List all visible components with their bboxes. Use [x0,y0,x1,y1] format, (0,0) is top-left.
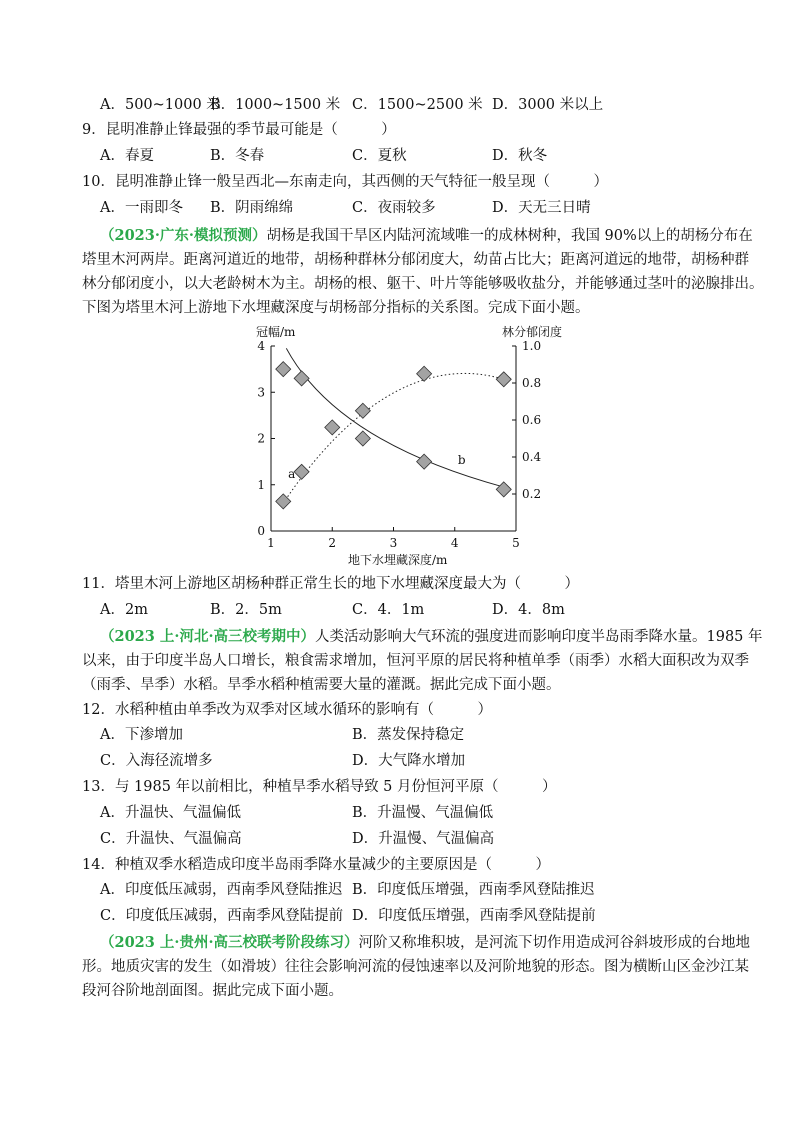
y2-tick-label: 0.2 [522,487,542,501]
y-tick-label: 1 [257,477,265,492]
x-tick-label: 4 [450,536,459,550]
x-tick-label: 1 [267,536,275,550]
passage1-line1 [100,226,753,246]
passage1-line2: 塔里木河两岸。距离河道近的地带，胡杨种群林分郁闭度大，幼苗占比大；距离河道远的地带，胡杨种群 [82,252,749,268]
passage1-line4: 下图为塔里木河上游地下水埋藏深度与胡杨部分指标的关系图。完成下面小题。 [82,300,590,316]
q11-option-b: B．2．5m [210,602,282,618]
y2-tick-label: 1.0 [522,339,542,353]
curve-b [286,348,503,487]
y2-tick-label: 0.8 [522,376,542,390]
series-a-label: a [288,466,296,481]
q11-stem: 11．塔里木河上游地区胡杨种群正常生长的地下水埋藏深度最大为（ ） [82,576,579,592]
passage1-text: 胡杨是我国干旱区内陆河流域唯一的成林树种，我国 90%以上的胡杨分布在 [266,228,753,244]
series-b-point [294,371,309,386]
q13-option-a: A．升温快、气温偏低 [100,805,241,821]
curve-a [283,373,504,503]
groundwater-chart [240,322,580,570]
q9-option-c: C．夏秋 [352,148,407,164]
q13-option-b: B．升温慢、气温偏低 [352,805,494,821]
q11-option-d: D．4．8m [492,602,565,618]
series-a-point [417,366,432,381]
y-tick-label: 4 [257,339,265,353]
q8-option-d: D．3000 米以上 [492,97,604,113]
q10-option-a: A．一雨即冬 [100,200,183,216]
passage2-line2: 以来，由于印度半岛人口增长，粮食需求增加，恒河平原的居民将种植单季（雨季）水稻大面积改为双季 [82,653,749,669]
passage1-line3: 林分郁闭度小，以大老龄树木为主。胡杨的根、躯干、叶片等能够吸收盐分，并能够通过茎叶的泌腺排出。 [82,276,764,292]
q9-option-b: B．冬春 [210,148,265,164]
passage3-text: 河阶又称堆积坡，是河流下切作用造成河谷斜坡形成的台地地 [358,935,750,951]
y2-axis-label: 林分郁闭度 [502,325,563,339]
q9-option-a: A．春夏 [100,148,154,164]
passage3-source: （2023 上·贵州·高三校联考阶段练习） [100,934,359,951]
q13-option-d: D．升温慢、气温偏高 [352,831,495,847]
q12-option-b: B．蒸发保持稳定 [352,727,465,743]
q10-option-c: C．夜雨较多 [352,200,436,216]
q12-option-c: C．入海径流增多 [100,753,213,769]
series-b-point [355,431,370,446]
q14-option-c: C．印度低压减弱，西南季风登陆提前 [100,908,344,924]
q8-option-c: C．1500~2500 米 [352,97,483,113]
x-tick-label: 5 [512,536,520,550]
series-a-point [355,403,370,418]
q10-option-d: D．天无三日晴 [492,200,591,216]
x-tick-label: 3 [389,536,398,550]
q10-option-b: B．阴雨绵绵 [210,200,294,216]
y-tick-label: 0 [257,524,265,538]
q13-stem: 13．与 1985 年以前相比，种植旱季水稻导致 5 月份恒河平原（ ） [82,779,557,795]
q14-option-b: B．印度低压增强，西南季风登陆推迟 [352,882,595,898]
series-a-point [325,420,340,435]
y2-tick-label: 0.4 [522,450,542,464]
series-a-point [496,372,511,387]
chart-curves [283,348,504,503]
y-tick-label: 2 [257,431,265,446]
passage2-line1 [100,627,763,647]
y2-tick-label: 0.6 [522,413,542,427]
passage3-line2: 形。地质灾害的发生（如滑坡）往往会影响河流的侵蚀速率以及河阶地貌的形态。图为横断山区金沙江某 [82,959,749,975]
q9-stem: 9．昆明准静止锋最强的季节最可能是（ ） [82,122,396,138]
y-tick-label: 3 [257,385,265,400]
q10-stem: 10．昆明准静止锋一般呈西北—东南走向，其西侧的天气特征一般呈现（ ） [82,174,608,190]
q14-option-d: D．印度低压增强，西南季风登陆提前 [352,908,596,924]
q8-option-a: A．500~1000 米 [100,97,221,113]
passage2-text: 人类活动影响大气环流的强度进而影响印度半岛雨季降水量。1985 年 [315,629,763,645]
y-axis-label: 冠幅/m [256,325,296,339]
passage3-line3: 段河谷阶地剖面图。据此完成下面小题。 [82,983,343,999]
q8-option-b: B．1000~1500 米 [210,97,341,113]
passage2-source: （2023 上·河北·高三校考期中） [100,628,315,645]
series-b-point [496,482,511,497]
q12-option-a: A．下渗增加 [100,727,183,743]
series-b-point [276,362,291,377]
q9-option-d: D．秋冬 [492,148,548,164]
q12-stem: 12．水稻种植由单季改为双季对区域水循环的影响有（ ） [82,702,492,718]
q13-option-c: C．升温快、气温偏高 [100,831,242,847]
q11-option-c: C．4．1m [352,602,425,618]
chart-axes [271,346,516,531]
q11-option-a: A．2m [100,602,148,618]
passage3-line1 [100,933,750,953]
series-b-point [417,454,432,469]
series-a-point [294,464,309,479]
passage1-source: （2023·广东·模拟预测） [100,227,267,244]
q14-option-a: A．印度低压减弱，西南季风登陆推迟 [100,882,343,898]
chart-series-labels [288,453,466,481]
q14-stem: 14．种植双季水稻造成印度半岛雨季降水量减少的主要原因是（ ） [82,857,550,873]
passage2-line3: （雨季、旱季）水稻。旱季水稻种植需要大量的灌溉。据此完成下面小题。 [82,677,561,693]
q12-option-d: D．大气降水增加 [352,753,466,769]
series-b-label: b [457,452,466,467]
x-axis-label: 地下水埋藏深度/m [348,553,448,567]
x-tick-label: 2 [328,536,337,550]
